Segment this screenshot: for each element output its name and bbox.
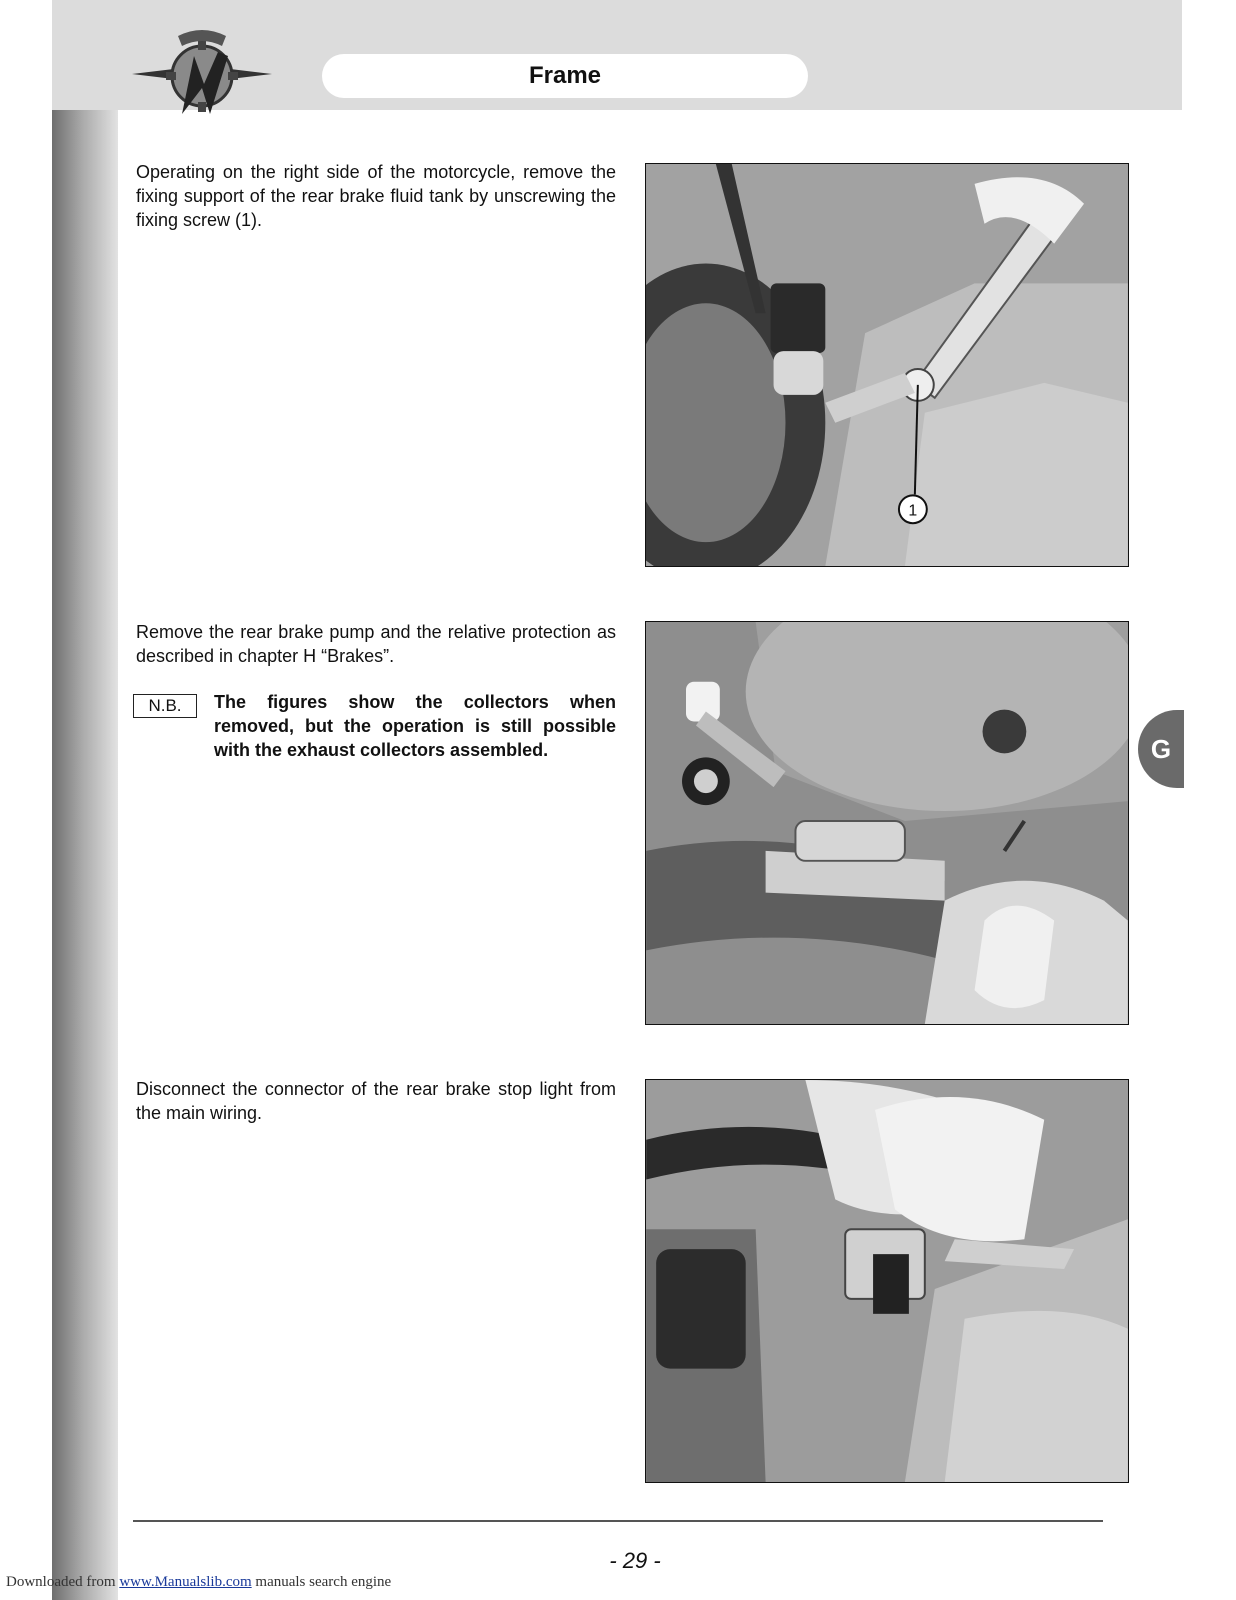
note-text: The figures show the collectors when removed, but the operation is still possible with the exhaust collectors assembled. — [214, 692, 616, 760]
download-suffix: manuals search engine — [255, 1574, 392, 1590]
footer-rule — [133, 1520, 1103, 1522]
callout-1: 1 — [908, 502, 918, 520]
download-prefix: Downloaded from — [6, 1574, 116, 1590]
instruction-paragraph-1: Operating on the right side of the motorcycle, remove the fixing support of the rear brake fluid tank by unscrewing the fixing screw (1). — [136, 162, 616, 230]
photo-rear-brake-pump — [645, 621, 1129, 1025]
page-number: - 29 - — [609, 1548, 661, 1573]
mv-agusta-logo — [132, 22, 272, 126]
photo-brake-fluid-tank — [645, 163, 1129, 567]
manualslib-link[interactable]: www.Manualslib.com — [119, 1574, 252, 1590]
instruction-paragraph-2: Remove the rear brake pump and the relative protection as described in chapter H “Brakes”. — [136, 622, 616, 666]
chapter-tab-g: G — [1138, 710, 1184, 788]
instruction-paragraph-3: Disconnect the connector of the rear brake stop light from the main wiring. — [136, 1079, 616, 1123]
page-title: Frame — [322, 54, 808, 98]
photo-stop-light-connector — [645, 1079, 1129, 1483]
note-label: N.B. — [133, 694, 197, 718]
download-footer — [6, 1574, 391, 1591]
left-gradient-bar — [52, 0, 118, 1600]
